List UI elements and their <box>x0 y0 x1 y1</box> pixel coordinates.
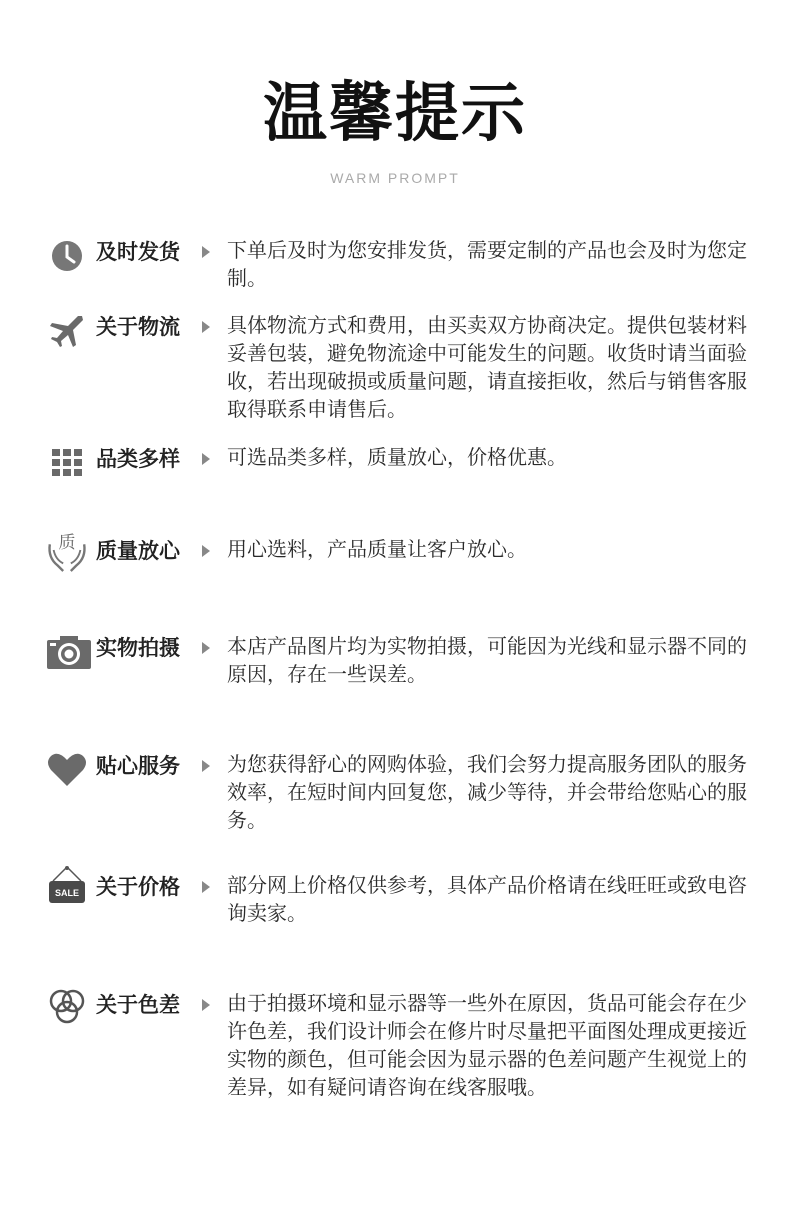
quality-hands-icon <box>46 525 88 575</box>
tip-label: 关于色差 <box>96 993 180 1017</box>
tip-text: 具体物流方式和费用，由买卖双方协商决定。提供包装材料妥善包装，避免物流途中可能发生的问题。收货时请当面验收，若出现破损或质量问题，请直接拒收，然后与销售客服取得联系申请售后。 <box>227 313 747 421</box>
tip-text: 为您获得舒心的网购体验，我们会努力提高服务团队的服务效率，在短时间内回复您，减少等待，并会带给您贴心的服务。 <box>227 752 747 832</box>
tip-label: 贴心服务 <box>96 754 180 778</box>
tip-text: 下单后及时为您安排发货，需要定制的产品也会及时为您定制。 <box>227 238 747 290</box>
tip-label: 关于价格 <box>96 875 180 899</box>
arrow-right-icon <box>202 246 210 258</box>
tip-text: 本店产品图片均为实物拍摄，可能因为光线和显示器不同的原因，存在一些误差。 <box>227 634 747 686</box>
tip-text: 可选品类多样，质量放心，价格优惠。 <box>227 445 567 469</box>
arrow-right-icon <box>202 999 210 1011</box>
arrow-right-icon <box>202 642 210 654</box>
grid-icon <box>46 443 88 483</box>
arrow-right-icon <box>202 453 210 465</box>
tip-text: 部分网上价格仅供参考，具体产品价格请在线旺旺或致电咨询卖家。 <box>227 873 747 925</box>
tip-text: 用心选料，产品质量让客户放心。 <box>227 537 527 561</box>
arrow-right-icon <box>202 545 210 557</box>
svg-text:质: 质 <box>58 533 76 554</box>
arrow-right-icon <box>202 881 210 893</box>
tip-label: 及时发货 <box>96 240 180 264</box>
sale-sign-icon <box>46 861 88 911</box>
tip-label: 实物拍摄 <box>96 636 180 660</box>
arrow-right-icon <box>202 321 210 333</box>
svg-text:SALE: SALE <box>54 888 80 898</box>
tip-label: 品类多样 <box>96 447 180 471</box>
color-circles-icon <box>46 984 88 1030</box>
airplane-icon <box>46 311 88 351</box>
page-title: 温馨提示 <box>263 77 527 151</box>
tip-text: 由于拍摄环境和显示器等一些外在原因，货品可能会存在少许色差，我们设计师会在修片时尽量把平面图处理成更接近实物的颜色，但可能会因为显示器的色差问题产生视觉上的差异，如有疑问请咨询在线客服哦。 <box>227 991 747 1099</box>
arrow-right-icon <box>202 760 210 772</box>
page-subtitle: WARM PROMPT <box>330 170 460 186</box>
camera-icon <box>46 632 92 672</box>
tip-label: 质量放心 <box>96 539 180 563</box>
heart-icon <box>46 750 88 790</box>
clock-icon <box>46 236 88 276</box>
tip-label: 关于物流 <box>96 315 180 339</box>
